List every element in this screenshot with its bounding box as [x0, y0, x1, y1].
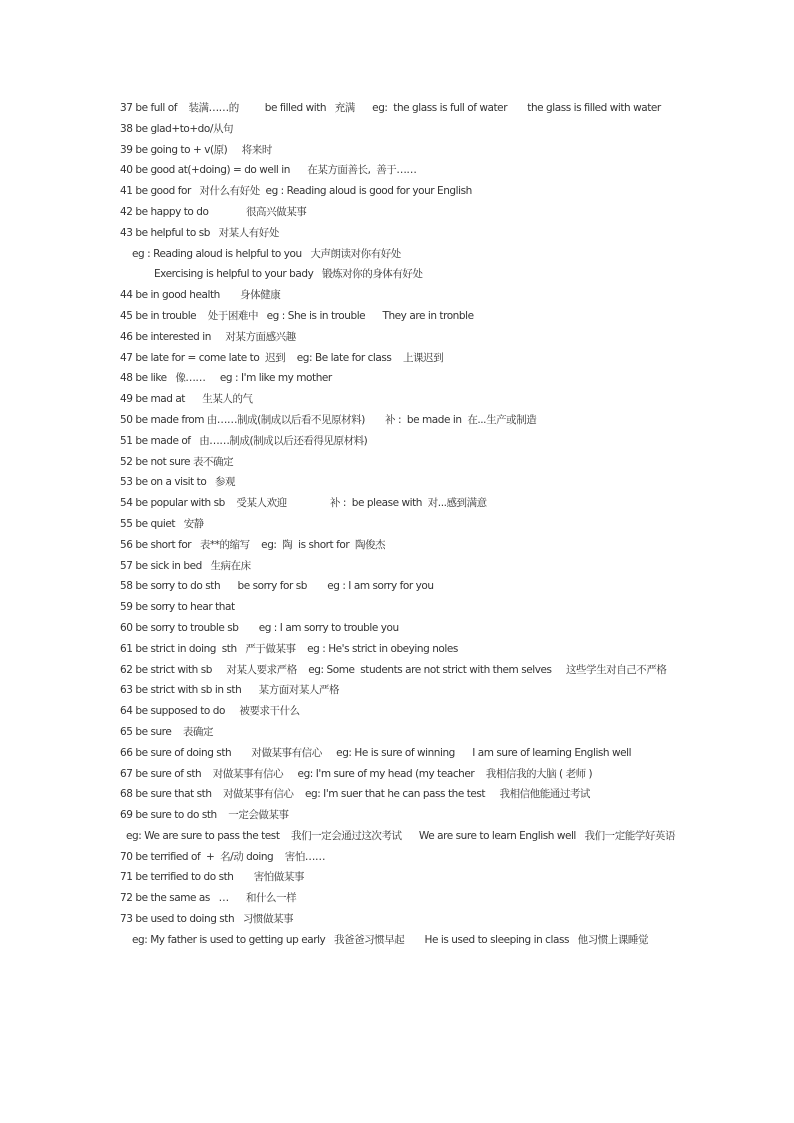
list-item: 64 be supposed to do 被要求干什么	[120, 705, 300, 718]
list-item: 58 be sorry to do sth be sorry for sb eg : I am sorry for you	[120, 580, 434, 593]
list-item: 66 be sure of doing sth 对做某事有信心 eg: He is sure of winning I am sure of learning English well	[120, 746, 632, 759]
list-item: 73 be used to doing sth 习惯做某事	[120, 913, 294, 926]
list-item: 42 be happy to do 很高兴做某事	[120, 205, 307, 218]
example-line: Exercising is helpful to your bady 锻炼对你的身体有好处	[154, 268, 423, 281]
list-item: 70 be terrified of + 名/动 doing 害怕……	[120, 850, 326, 863]
list-item: 38 be glad+to+do/从句	[120, 122, 234, 135]
list-item: 45 be in trouble 处于困难中 eg : She is in trouble They are in tronble	[120, 309, 474, 322]
list-item: 62 be strict with sb 对某人要求严格 eg: Some students are not strict with them selves 这些学生对自己不严格	[120, 663, 667, 676]
list-item: 65 be sure 表确定	[120, 725, 214, 738]
list-item: 46 be interested in 对某方面感兴趣	[120, 330, 296, 343]
example-line: eg: My father is used to getting up early 我爸爸习惯早起 He is used to sleeping in class 他习惯上课睡觉	[132, 933, 648, 946]
list-item: 37 be full of 装满……的 be filled with 充满 eg: the glass is full of water the glass is filled with water	[120, 102, 661, 114]
list-item: 61 be strict in doing sth 严于做某事 eg : He's strict in obeying noles	[120, 642, 458, 655]
list-item: 59 be sorry to hear that	[120, 601, 235, 614]
list-item: 68 be sure that sth 对做某事有信心 eg: I'm suer that he can pass the test 我相信他能通过考试	[120, 788, 590, 801]
list-item: 51 be made of 由……制成(制成以后还看得见原材料)	[120, 434, 368, 447]
list-item: 55 be quiet 安静	[120, 517, 204, 530]
list-item: 44 be in good health 身体健康	[120, 289, 281, 302]
list-item: 54 be popular with sb 受某人欢迎 补 : be please with 对...感到满意	[120, 497, 487, 510]
list-item: 40 be good at(+doing) = do well in 在某方面善长, 善于……	[120, 164, 417, 177]
list-item: 41 be good for 对什么有好处 eg : Reading aloud is good for your English	[120, 185, 472, 198]
vocabulary-list	[120, 98, 680, 951]
list-item: 43 be helpful to sb 对某人有好处	[120, 226, 279, 239]
list-item: 50 be made from 由……制成(制成以后看不见原材料) 补 : be made in 在...生产或制造	[120, 413, 537, 426]
example-line: eg : Reading aloud is helpful to you 大声朗读对你有好处	[132, 247, 401, 260]
list-item: 71 be terrified to do sth 害怕做某事	[120, 871, 304, 884]
list-item: 47 be late for = come late to 迟到 eg: Be late for class 上课迟到	[120, 351, 444, 364]
list-item: 52 be not sure 表不确定	[120, 455, 234, 468]
list-item: 69 be sure to do sth 一定会做某事	[120, 809, 289, 822]
example-line: eg: We are sure to pass the test 我们一定会通过这次考试 We are sure to learn English well 我们一定能学好英语	[126, 829, 676, 842]
list-item: 56 be short for 表**的缩写 eg: 陶 is short for 陶俊杰	[120, 538, 386, 551]
list-item: 63 be strict with sb in sth 某方面对某人严格	[120, 684, 340, 697]
list-item: 72 be the same as … 和什么一样	[120, 892, 297, 905]
list-item: 48 be like 像…… eg : I'm like my mother	[120, 372, 332, 385]
list-item: 53 be on a visit to 参观	[120, 476, 236, 489]
list-item: 60 be sorry to trouble sb eg : I am sorry to trouble you	[120, 621, 399, 634]
list-item: 49 be mad at 生某人的气	[120, 393, 253, 406]
list-item: 39 be going to + v(原) 将来时	[120, 143, 272, 156]
list-item: 67 be sure of sth 对做某事有信心 eg: I'm sure of my head (my teacher 我相信我的大脑 ( 老师 )	[120, 767, 593, 780]
list-item: 57 be sick in bed 生病在床	[120, 559, 251, 572]
